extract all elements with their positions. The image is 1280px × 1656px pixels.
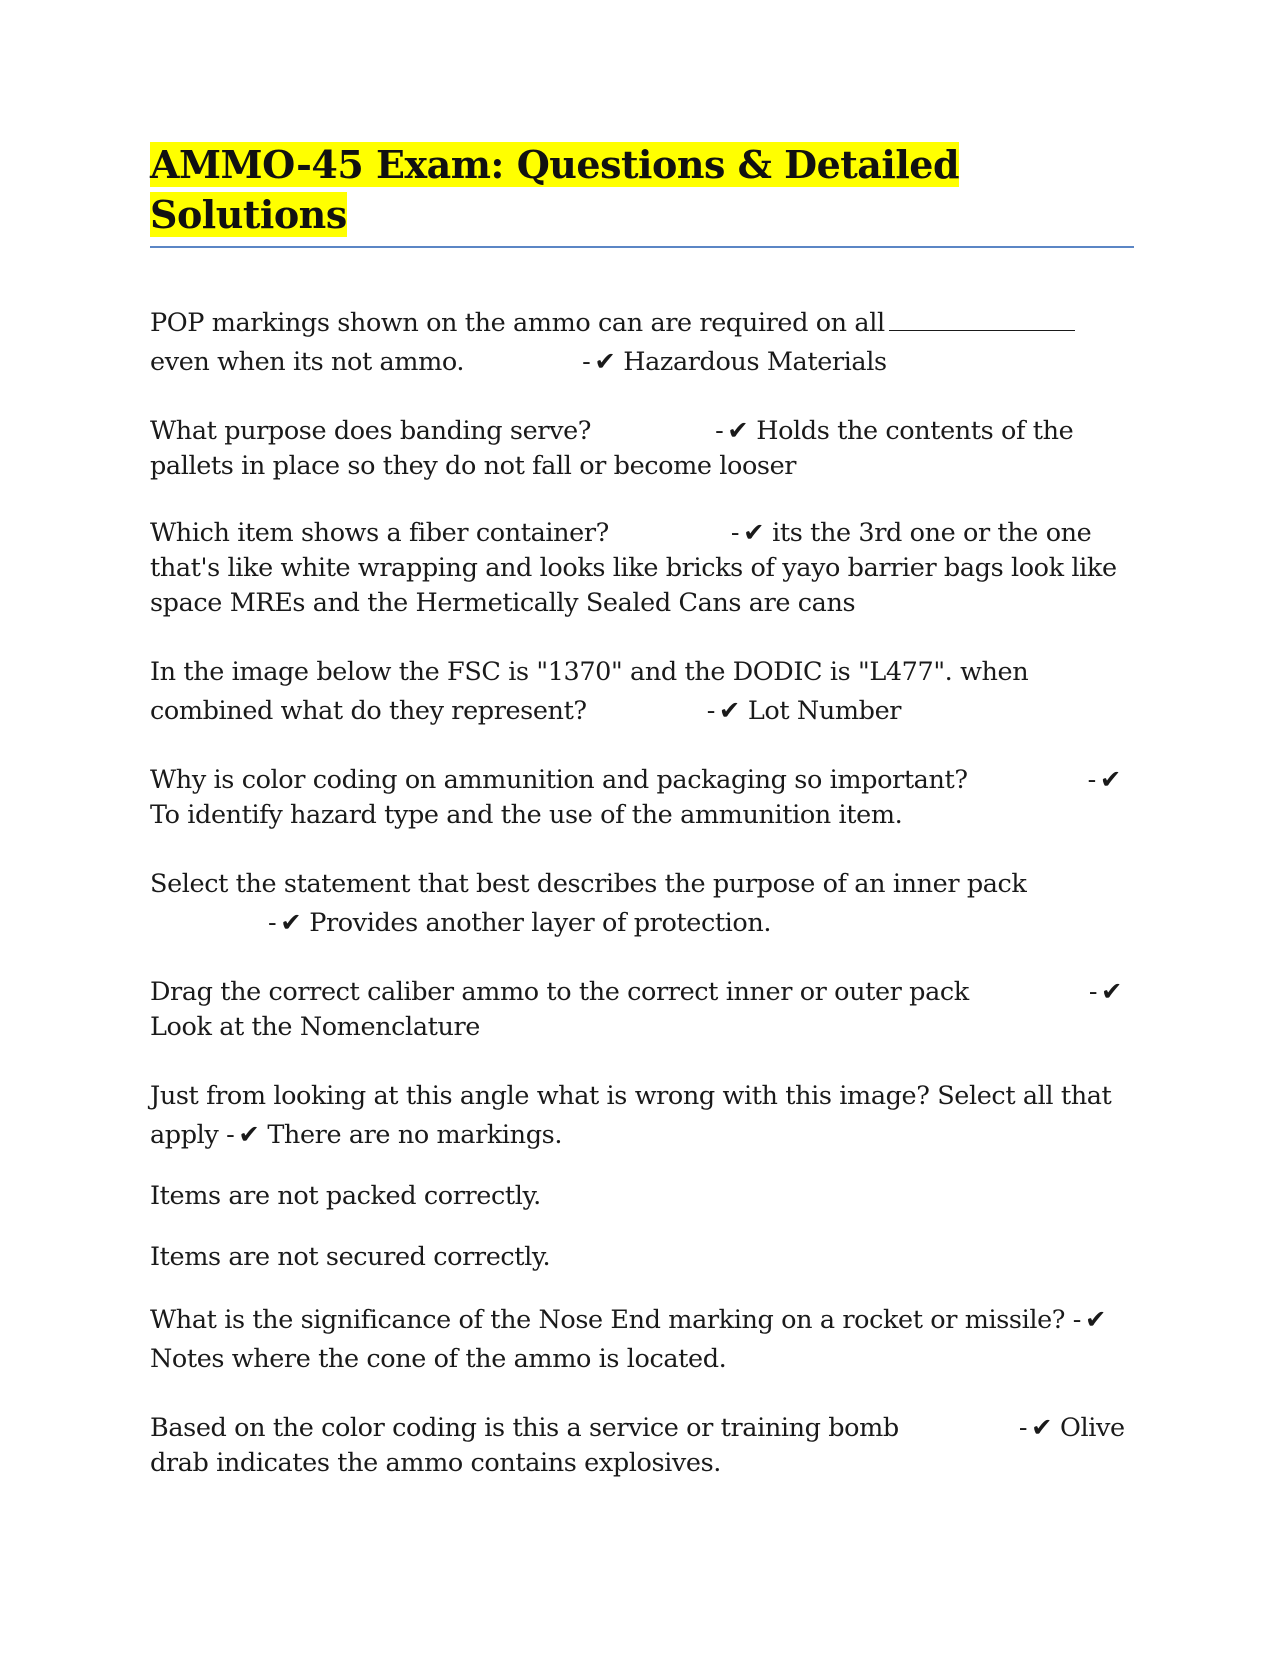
checkmark-icon: ✔: [1085, 1305, 1106, 1335]
answer-text: Hazardous Materials: [623, 347, 887, 377]
question-text: Why is color coding on ammunition and packaging so important?: [150, 765, 968, 795]
answer-text: There are no markings.: [267, 1120, 563, 1150]
question-text: Select the statement that best describes the purpose of an inner pack: [150, 869, 1027, 899]
answer-extra-2: Items are not secured correctly.: [150, 1242, 551, 1272]
question-text: Which item shows a fiber container?: [150, 518, 609, 548]
answer-text: Holds the contents of the pallets in place so they do not fall or become looser: [150, 416, 1074, 481]
answer-dash: -: [706, 696, 715, 726]
answer-dash: -: [715, 416, 724, 446]
question-text: What purpose does banding serve?: [150, 416, 592, 446]
checkmark-icon: ✔: [718, 696, 740, 726]
fill-in-blank: [889, 308, 1075, 331]
answer-text: Provides another layer of protection.: [309, 908, 772, 938]
question-text: In the image below the FSC is "1370" and the DODIC is "L477". when combined what do they represent?: [150, 657, 1029, 726]
checkmark-icon: ✔: [238, 1120, 260, 1150]
page-title: AMMO-45 Exam: Questions & Detailed Solutions: [150, 142, 960, 237]
qa-item-3: [150, 516, 1134, 621]
answer-text: Olive drab indicates the ammo contains explosives.: [150, 1413, 1125, 1478]
answer-extra-1: Items are not packed correctly.: [150, 1181, 541, 1211]
answer-text: its the 3rd one or the one that's like white wrapping and looks like bricks of yayo barrier bags look like space MREs and the Hermetically Sealed Cans are cans: [150, 518, 1117, 618]
answer-text: To identify hazard type and the use of the ammunition item.: [150, 800, 903, 830]
answer-dash: -: [1018, 1413, 1028, 1443]
answer-text: Notes where the cone of the ammo is located.: [150, 1344, 727, 1374]
qa-item-1: [150, 304, 1134, 382]
qa-item-4: [150, 653, 1134, 731]
answer-dash: -: [1072, 1305, 1082, 1335]
qa-item-7: [150, 975, 1134, 1045]
qa-item-9: [150, 1301, 1134, 1379]
qa-item-2: [150, 414, 1134, 484]
question-text: Drag the correct caliber ammo to the correct inner or outer pack: [150, 977, 969, 1007]
qa-item-5: [150, 763, 1134, 833]
answer-dash: -: [730, 518, 740, 548]
answer-dash: -: [268, 908, 277, 938]
answer-dash: -: [1087, 765, 1096, 795]
qa-item-8: [150, 1077, 1134, 1155]
answer-dash: -: [582, 347, 591, 377]
checkmark-icon: ✔: [280, 908, 302, 938]
checkmark-icon: ✔: [743, 518, 765, 548]
question-text-cont: even when its not ammo.: [150, 347, 465, 377]
question-text: POP markings shown on the ammo can are required on all: [150, 308, 885, 338]
qa-item-6: [150, 865, 1134, 943]
checkmark-icon: ✔: [1101, 977, 1123, 1007]
question-text: Just from looking at this angle what is wrong with this image? Select all that apply: [150, 1081, 1112, 1150]
document-page: [150, 140, 1134, 1513]
checkmark-icon: ✔: [1031, 1413, 1053, 1443]
answer-text: Lot Number: [747, 696, 902, 726]
qa-item-10: [150, 1411, 1134, 1481]
answer-dash: -: [226, 1120, 235, 1150]
answer-dash: -: [1088, 977, 1098, 1007]
checkmark-icon: ✔: [727, 416, 749, 446]
checkmark-icon: ✔: [594, 347, 616, 377]
question-text: Based on the color coding is this a service or training bomb: [150, 1413, 899, 1443]
question-text: What is the significance of the Nose End marking on a rocket or missile?: [150, 1305, 1066, 1335]
title-block: [150, 140, 1134, 248]
checkmark-icon: ✔: [1099, 765, 1121, 795]
answer-text: Look at the Nomenclature: [150, 1012, 480, 1042]
